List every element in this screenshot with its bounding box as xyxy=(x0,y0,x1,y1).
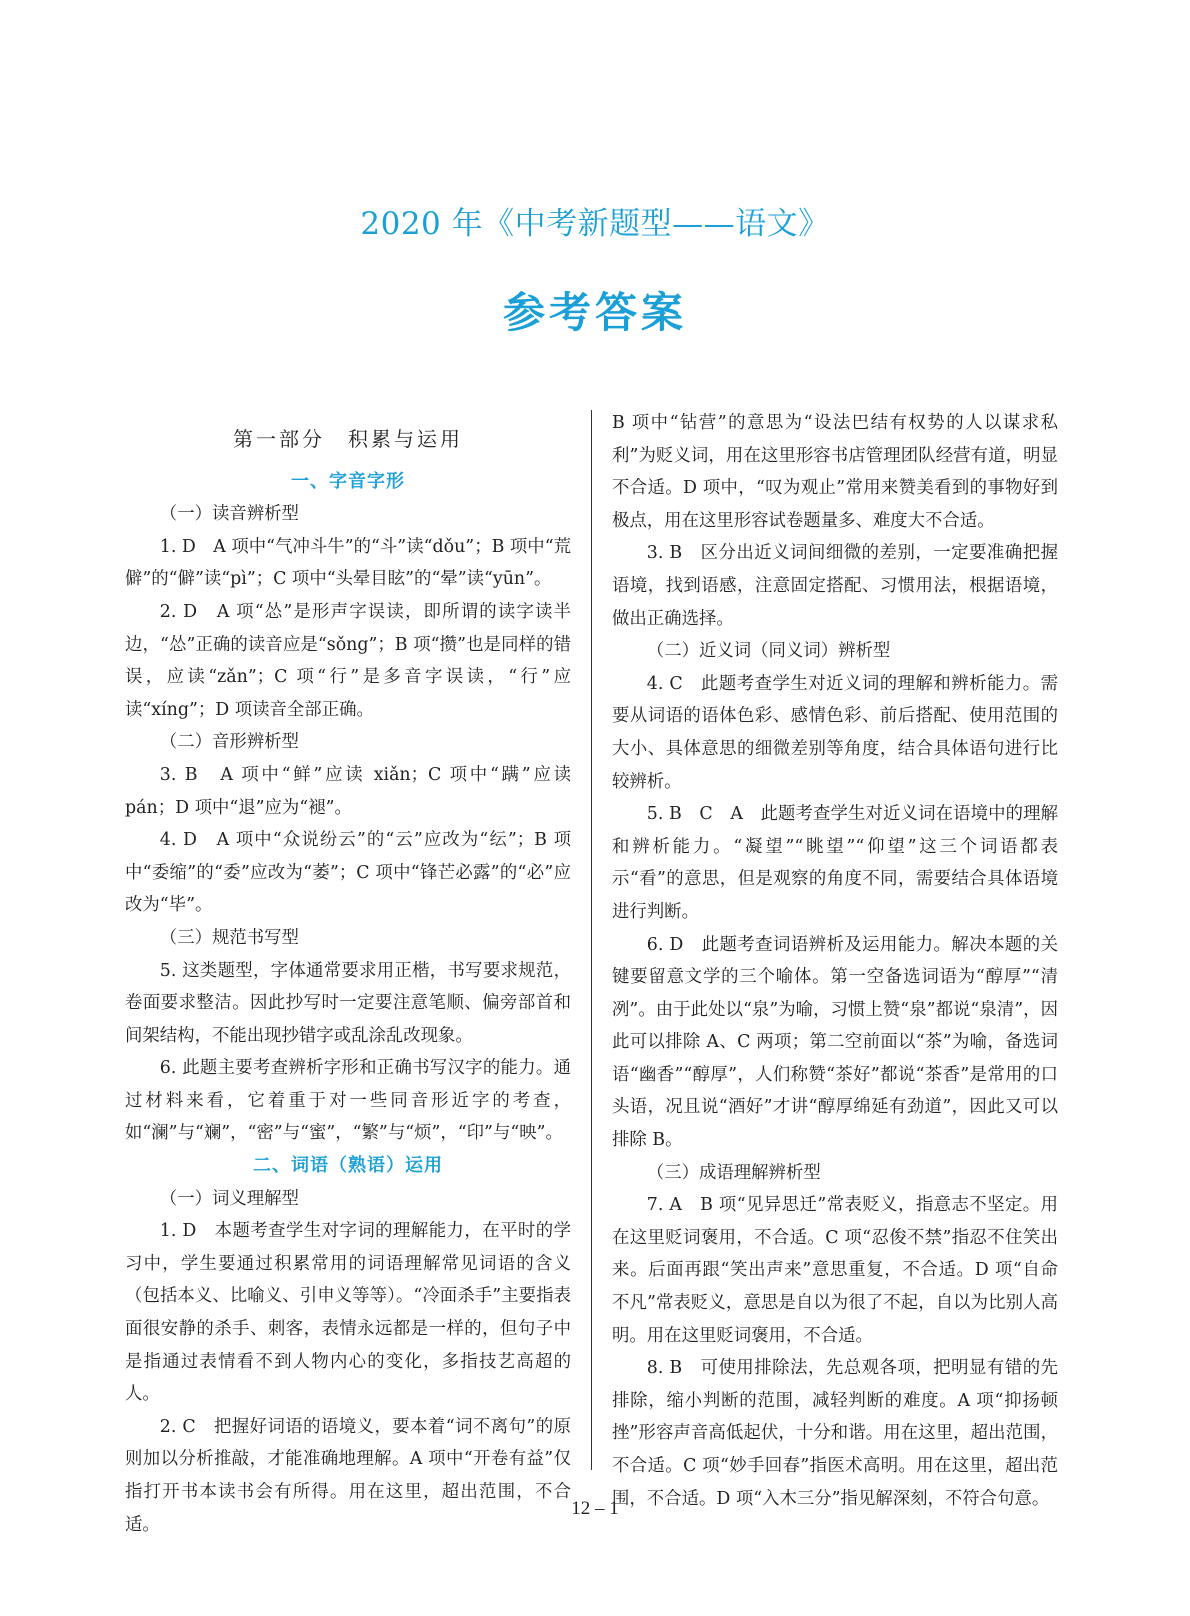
answer-paragraph: 8. B 可使用排除法，先总观各项，把明显有错的先排除，缩小判断的范围，减轻判断的难度。A 项“抑扬顿挫”形容声音高低起伏，十分和谐。用在这里，超出范围，不合适。C 项“妙手回春”指医术高明。用在这里，超出范围，不合适。D 项“入木三分”指见解深刻，不符合句意。 xyxy=(612,1358,1058,1509)
answer-paragraph: 5. 这类题型，字体通常要求用正楷，书写要求规范，卷面要求整洁。因此抄写时一定要注意笔顺、偏旁部首和间架结构，不能出现抄错字或乱涂乱改现象。 xyxy=(125,960,571,1046)
answer-paragraph: 6. 此题主要考查辨析字形和正确书写汉字的能力。通过材料来看，它着重于对一些同音形近字的考查，如“澜”与“斓”，“密”与“蜜”，“繁”与“烦”，“印”与“映”。 xyxy=(125,1058,571,1144)
answer-paragraph: 4. C 此题考查学生对近义词的理解和辨析能力。需要从词语的语体色彩、感情色彩、前后搭配、使用范围的大小、具体意思的细微差别等角度，结合具体语句进行比较辨析。 xyxy=(612,673,1058,792)
answer-paragraph: 1. D 本题考查学生对字词的理解能力，在平时的学习中，学生要通过积累常用的词语理解常见词语的含义（包括本义、比喻义、引申义等等）。“冷面杀手”主要指表面很安静的杀手、刺客，表情永远都是一样的，但句子中是指通过表情看不到人物内心的变化，多指技艺高超的人。 xyxy=(125,1221,571,1405)
subsection-title: （一）词义理解型 xyxy=(159,1188,299,1209)
answer-paragraph: 3. B A 项中“鲜”应读 xiǎn；C 项中“蹒”应读 pán；D 项中“退”应为“褪”。 xyxy=(125,764,571,818)
document-subtitle: 参考答案 xyxy=(502,288,687,337)
answer-paragraph: 4. D A 项中“众说纷云”的“云”应改为“纭”；B 项中“委缩”的“委”应改为“萎”；C 项中“锋芒必露”的“必”应改为“毕”。 xyxy=(125,830,571,916)
answer-paragraph: 5. B C A 此题考查学生对近义词在语境中的理解和辨析能力。“凝望”“眺望”“仰望”这三个词语都表示“看”的意思，但是观察的角度不同，需要结合具体语境进行判断。 xyxy=(612,804,1058,922)
answer-paragraph: 3. B 区分出近义词间细微的差别，一定要准确把握语境，找到语感，注意固定搭配、习惯用法，根据语境，做出正确选择。 xyxy=(612,543,1058,629)
answer-paragraph: 7. A B 项“见异思迁”常表贬义，指意志不坚定。用在这里贬词褒用，不合适。C 项“忍俊不禁”指忍不住笑出来。后面再跟“笑出声来”意思重复，不合适。D 项“自命不凡”常表贬义，意思是自以为很了不起，自以为比别人高明。用在这里贬词褒用，不合适。 xyxy=(612,1195,1058,1346)
section-title-vocabulary: 二、词语（熟语）运用 xyxy=(253,1155,443,1177)
left-column xyxy=(125,407,571,1541)
subsection-title: （三）规范书写型 xyxy=(159,927,299,948)
answer-paragraph: B 项中“钻营”的意思为“设法巴结有权势的人以谋求私利”为贬义词，用在这里形容书店管理团队经营有道，明显不合适。D 项中，“叹为观止”常用来赞美看到的事物好到极点，用在这里形容试卷题量多、难度大不合适。 xyxy=(612,413,1058,531)
part-title: 第一部分 积累与运用 xyxy=(233,427,463,451)
answer-paragraph: 1. D A 项中“气冲斗牛”的“斗”读“dǒu”；B 项中“荒僻”的“僻”读“pì”；C 项中“头晕目眩”的“晕”读“yūn”。 xyxy=(125,536,571,590)
answer-paragraph: 6. D 此题考查词语辨析及运用能力。解决本题的关键要留意文学的三个喻体。第一空备选词语为“醇厚”“清冽”。由于此处以“泉”为喻，习惯上赞“泉”都说“泉清”，因此可以排除 A、C 两项；第二空前面以“茶”为喻，备选词语“幽香”“醇厚”，人们称赞“茶好”都说“茶香”是常用的口头语，况且说“酒好”才讲“醇厚绵延有劲道”，因此又可以排除 B。 xyxy=(612,934,1058,1151)
answer-paragraph: 2. C 把握好词语的语境义，要本着“词不离句”的原则加以分析推敲，才能准确地理解。A 项中“开卷有益”仅指打开书本读书会有所得。用在这里，超出范围，不合适。 xyxy=(125,1416,571,1535)
column-divider xyxy=(591,410,592,1470)
answer-paragraph: 2. D A 项“怂”是形声字误读，即所谓的读字读半边，“怂”正确的读音应是“sǒng”；B 项“攒”也是同样的错误，应读“zǎn”；C 项“行”是多音字误读，“行”应读“xíng”；D 项读音全部正确。 xyxy=(125,601,571,720)
subsection-title: （三）成语理解辨析型 xyxy=(646,1162,821,1183)
page-number: 12 – 1 xyxy=(571,1498,619,1519)
subsection-title: （二）音形辨析型 xyxy=(159,732,299,753)
document-title: 2020 年《中考新题型——语文》 xyxy=(360,206,830,242)
right-column xyxy=(612,407,1058,1515)
section-title-pronunciation: 一、字音字形 xyxy=(291,470,405,492)
subsection-title: （一）读音辨析型 xyxy=(159,504,299,525)
subsection-title: （二）近义词（同义词）辨析型 xyxy=(646,641,891,662)
